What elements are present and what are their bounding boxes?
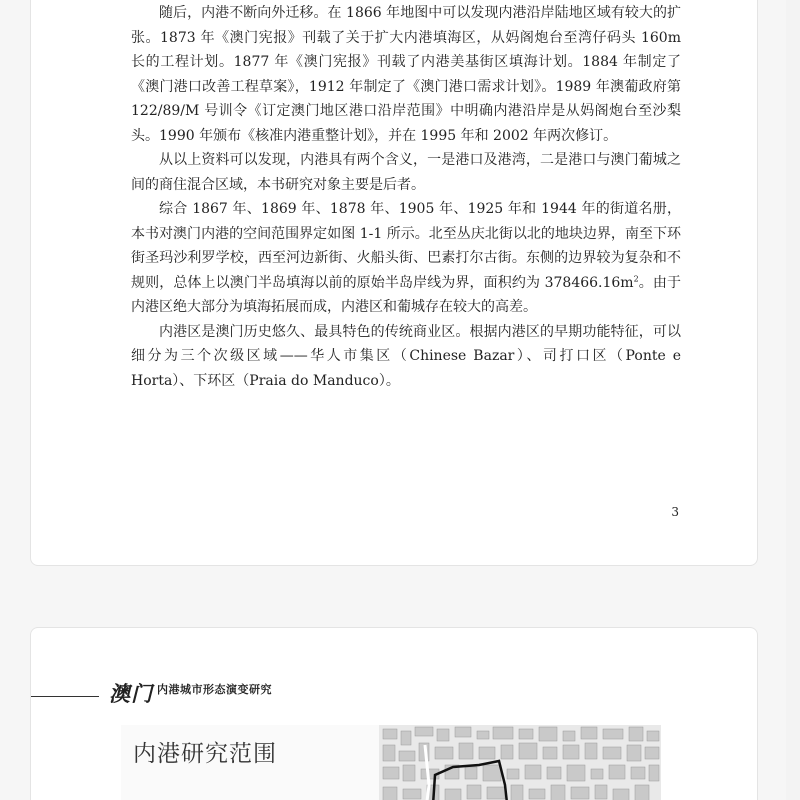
paragraph-4: 内港区是澳门历史悠久、最具特色的传统商业区。根据内港区的早期功能特征，可以细分为三个次级区域——华人市集区（Chinese Bazar）、司打口区（Ponte e Horta）、下环区（Praia do Manduco）。 xyxy=(131,323,681,389)
figure-label: 内港研究范围 xyxy=(133,741,277,767)
running-header-subtitle: 内港城市形态演变研究 xyxy=(157,683,272,696)
vertical-scrollbar[interactable] xyxy=(786,0,800,800)
map-image xyxy=(379,725,661,800)
paragraph-1: 随后，内港不断向外迁移。在 1866 年地图中可以发现内港沿岸陆地区域有较大的扩张。1873 年《澳门宪报》刊载了关于扩大内港填海区，从妈阁炮台至湾仔码头 160m 长的工程计划。1877 年《澳门宪报》刊载了内港美基街区填海计划。1884 年制定了《澳门港口改善工程草案》，1912 年制定了《澳门港口需求计划》。1989 年澳葡政府第 122/89/M 号训令《订定澳门地区港口沿岸范围》中明确内港沿岸是从妈阁炮台至沙梨头。1990 年颁布《核准内港重整计划》，并在 1995 年和 2002 年两次修订。 xyxy=(131,5,681,144)
page-body xyxy=(131,1,681,393)
paragraph-2: 从以上资料可以发现，内港具有两个含义，一是港口及港湾，二是港口与澳门葡城之间的商住混合区域，本书研究对象主要是后者。 xyxy=(131,152,681,193)
paragraph-3 xyxy=(131,197,681,320)
superscript-2: 2 xyxy=(633,273,639,283)
paragraph-3-text: 综合 1867 年、1869 年、1878 年、1905 年、1925 年和 1944 年的街道名册，本书对澳门内港的空间范围界定如图 1-1 所示。北至丛庆北街以北的地块边界，南至下环街圣玛沙利罗学校，西至河边新街、火船头街、巴素打尔古街。东侧的边界较为复杂和不规则，总体上以澳门半岛填海以前的原始半岛岸线为界，面积约为 378466.16m xyxy=(131,201,681,291)
page-number: 3 xyxy=(671,505,679,519)
page-4 xyxy=(30,627,758,800)
running-header-title: 澳门 xyxy=(109,681,153,706)
paragraph-3-tail: 。由于内港区绝大部分为填海拓展而成，内港区和葡城存在较大的高差。 xyxy=(131,274,682,315)
header-rule xyxy=(31,696,99,697)
page-3 xyxy=(30,0,758,566)
figure-map xyxy=(121,725,661,800)
